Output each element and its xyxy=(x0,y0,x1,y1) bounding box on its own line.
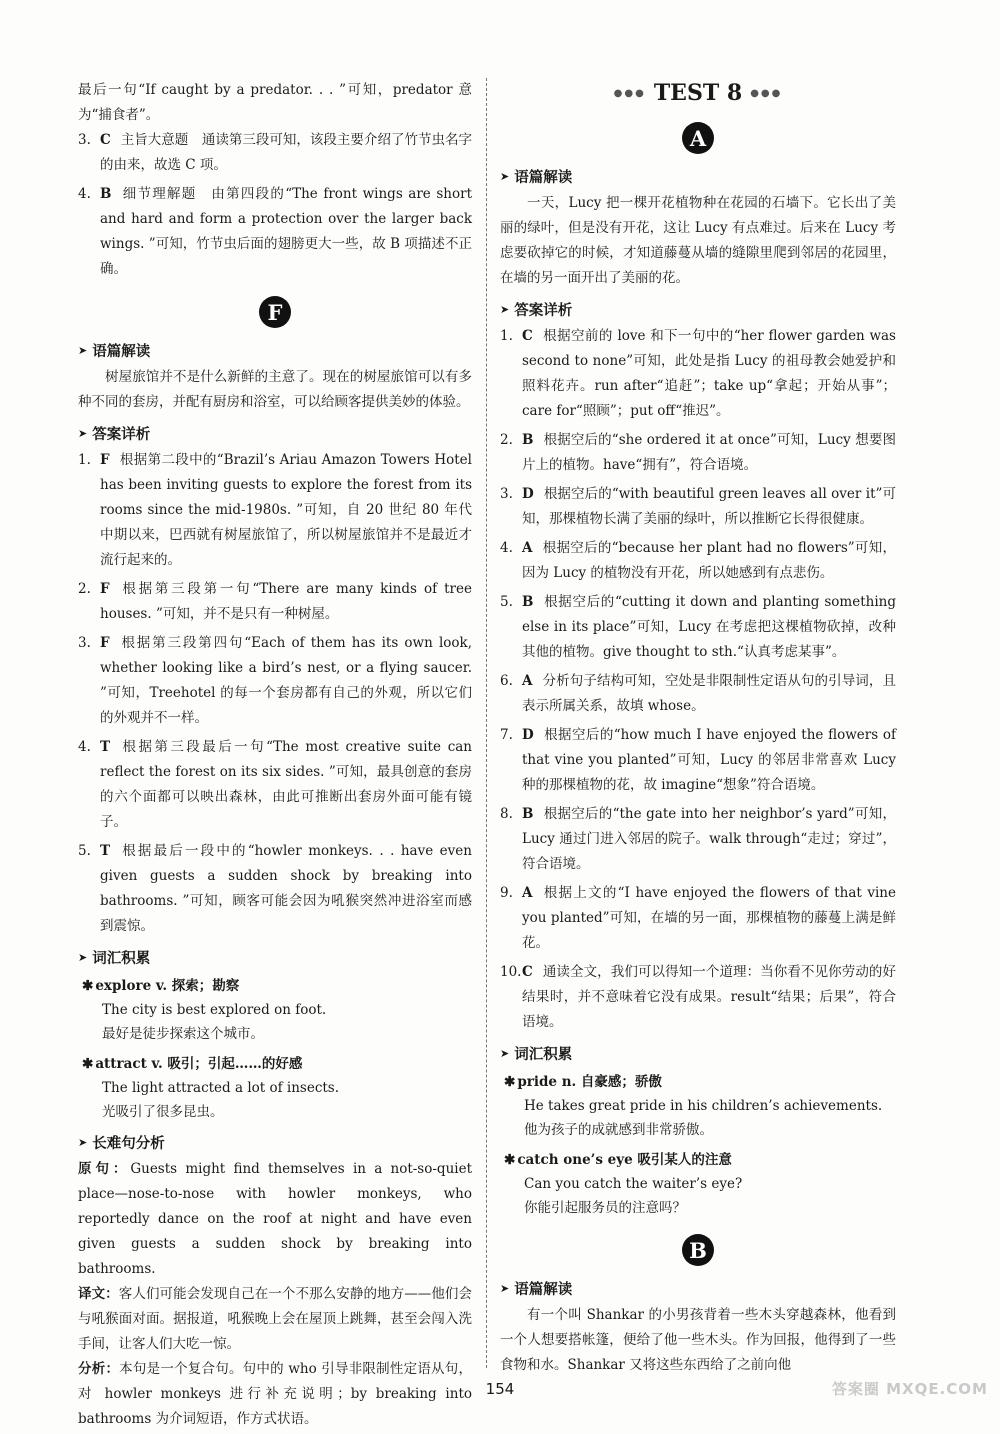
column-divider xyxy=(486,78,487,1368)
arrow-icon: ➤ xyxy=(78,1136,88,1149)
answer-letter: B xyxy=(522,432,534,448)
list-item: 4. T 根据第三段最后一句“The most creative suite can reflect the forest on its six sides. ”可知，最具创意的套房的六个面都可以映出森林，由此可推断出套房外面可能有镜子。 xyxy=(78,739,472,830)
arrow-icon: ➤ xyxy=(78,344,88,357)
list-item: 4. B 细节理解题 由第四段的“The front wings are short and hard and form a protection over the larger back wings. ”可知，竹节虫后面的翅膀更大一些，故 B 项描述不正确。 xyxy=(78,186,472,277)
list-item: 3. D 根据空后的“with beautiful green leaves all over it”可知，那棵植物长满了美丽的绿叶，所以推断它长得很健康。 xyxy=(500,486,896,527)
dots-decoration: ●●● xyxy=(613,88,646,99)
analysis-para: 译文：客人们可能会发现自己在一个不那么安静的地方——他们会与吼猴面对面。据报道，吼猴晚上会在屋顶上跳舞，甚至会闯入洗手间，让客人们大吃一惊。 xyxy=(78,1286,473,1352)
vocab-entry: ✱ explore v. 探索；勘察 The city is best explored on foot. 最好是徒步探索这个城市。 xyxy=(82,978,327,1042)
watermark: 答案圈 MXQE.COM xyxy=(831,1380,988,1398)
answer-letter: D xyxy=(522,727,534,743)
list-item: 5. B 根据空后的“cutting it down and planting something else in its place”可知，Lucy 在考虑把这棵植物砍掉，改种其他的植物。give thought to sth.“认真考虑某事”。 xyxy=(500,594,896,660)
section-heading: ➤ 答案详析 xyxy=(500,303,573,319)
intro-text: 最后一句“If caught by a predator. . . ”可知，predator 意为“捕食者”。 xyxy=(78,82,472,123)
section-badge-f: F xyxy=(259,296,291,328)
reading-summary: 有一个叫 Shankar 的小男孩背着一些木头穿越森林，他看到一个人想要搭帐篷，便给了他一些木头。作为回报，他得到了一些食物和水。Shankar 又将这些东西给了之前向他 xyxy=(500,1307,896,1373)
right-column xyxy=(500,78,896,1378)
section-heading: ➤ 语篇解读 xyxy=(78,344,151,360)
answer-letter: T xyxy=(100,843,111,859)
list-item: 1. C 根据空前的 love 和下一句中的“her flower garden was second to none”可知，此处是指 Lucy 的祖母教会她爱护和照料花卉。run after“追赶”；take up“拿起；开始从事”；care for“照顾”；put off“推迟”。 xyxy=(500,328,896,419)
star-icon: ✱ xyxy=(82,1056,94,1072)
test-title: ●●● TEST 8 ●●● xyxy=(613,80,783,106)
list-item: 2. B 根据空后的“she ordered it at once”可知，Lucy 想要图片上的植物。have“拥有”，符合语境。 xyxy=(500,432,896,473)
answer-letter: C xyxy=(522,964,533,980)
answer-letter: T xyxy=(100,739,111,755)
list-item: 8. B 根据空后的“the gate into her neighbor’s yard”可知，Lucy 通过门进入邻居的院子。walk through“走过；穿过”，符合语境。 xyxy=(500,806,896,872)
list-item: 10. C 通读全文，我们可以得知一个道理：当你看不见你劳动的好结果时，并不意味着它没有成果。result“结果；后果”，符合语境。 xyxy=(500,964,896,1030)
arrow-icon: ➤ xyxy=(500,1282,510,1295)
arrow-icon: ➤ xyxy=(500,303,510,316)
answer-letter: B xyxy=(100,186,112,202)
list-item: 9. A 根据上文的“I have enjoyed the flowers of that vine you planted”可知，在墙的另一面，那棵植物的藤蔓上满是鲜花。 xyxy=(500,885,896,951)
list-item: 3. C 主旨大意题 通读第三段可知，该段主要介绍了竹节虫名字的由来，故选 C 项。 xyxy=(78,132,472,173)
answer-letter: A xyxy=(522,885,533,901)
star-icon: ✱ xyxy=(82,978,94,994)
section-heading: ➤ 长难句分析 xyxy=(78,1136,165,1152)
list-item: 2. F 根据第三段第一句“There are many kinds of tree houses. ”可知，并不是只有一种树屋。 xyxy=(78,581,472,622)
answer-letter: C xyxy=(522,328,533,344)
arrow-icon: ➤ xyxy=(78,951,88,964)
answer-letter: D xyxy=(522,486,534,502)
vocab-entry: ✱ catch one’s eye 吸引某人的注意 Can you catch the waiter’s eye? 你能引起服务员的注意吗？ xyxy=(504,1152,743,1216)
answer-letter: A xyxy=(522,673,533,689)
section-heading: ➤ 答案详析 xyxy=(78,427,151,443)
vocab-entry: ✱ attract v. 吸引；引起……的好感 The light attracted a lot of insects. 光吸引了很多昆虫。 xyxy=(82,1056,340,1120)
arrow-icon: ➤ xyxy=(500,1047,510,1060)
list-item: 6. A 分析句子结构可知，空处是非限制性定语从句的引导词，且表示所属关系，故填 whose。 xyxy=(500,673,896,714)
section-badge-a: A xyxy=(682,122,714,154)
vocab-entry: ✱ pride n. 自豪感；骄傲 He takes great pride in his children’s achievements. 他为孩子的成就感到非常骄傲。 xyxy=(504,1074,883,1138)
answer-letter: C xyxy=(100,132,111,148)
list-item: 3. F 根据第三段第四句“Each of them has its own look, whether looking like a bird’s nest, or a flying saucer. ”可知，Treehotel 的每一个套房都有自己的外观，所以它们的外观并不一样。 xyxy=(78,635,472,726)
dots-decoration: ●●● xyxy=(750,88,783,99)
left-column xyxy=(78,78,472,1432)
list-item: 4. A 根据空后的“because her plant had no flowers”可知，因为 Lucy 的植物没有开花，所以她感到有点悲伤。 xyxy=(500,540,896,581)
section-badge-b: B xyxy=(682,1234,714,1266)
section-heading: ➤ 语篇解读 xyxy=(500,1282,573,1298)
answer-letter: A xyxy=(522,540,533,556)
section-heading: ➤ 语篇解读 xyxy=(500,170,573,186)
section-heading: ➤ 词汇积累 xyxy=(500,1047,573,1063)
section-heading: ➤ 词汇积累 xyxy=(78,951,151,967)
answer-letter: B xyxy=(522,806,534,822)
answer-letter: F xyxy=(100,452,110,468)
star-icon: ✱ xyxy=(504,1074,516,1090)
arrow-icon: ➤ xyxy=(500,170,510,183)
answer-letter: F xyxy=(100,635,110,651)
reading-summary: 树屋旅馆并不是什么新鲜的主意了。现在的树屋旅馆可以有多种不同的套房，并配有厨房和浴室，可以给顾客提供美妙的体验。 xyxy=(78,369,472,410)
page-number: 154 xyxy=(485,1380,515,1398)
list-item: 7. D 根据空后的“how much I have enjoyed the flowers of that vine you planted”可知，Lucy 的邻居非常喜欢 Lucy 种的那棵植物的花，故 imagine“想象”符合语境。 xyxy=(500,727,896,793)
arrow-icon: ➤ xyxy=(78,427,88,440)
analysis-para: 原句：Guests might find themselves in a not-so-quiet place—nose-to-nose with howler monkeys, who reportedly dance on the roof at night and have even given guests a sudden shock by breaking into bathrooms. xyxy=(78,1161,472,1277)
list-item: 5. T 根据最后一段中的“howler monkeys. . . have even given guests a sudden shock by breaking into bathrooms. ”可知，顾客可能会因为吼猴突然冲进浴室而感到震惊。 xyxy=(78,843,472,934)
answer-letter: F xyxy=(100,581,110,597)
list-item: 1. F 根据第二段中的“Brazil’s Ariau Amazon Towers Hotel has been inviting guests to explore the forest from its rooms since the mid-1980s. ”可知，自 20 世纪 80 年代中期以来，巴西就有树屋旅馆了，所以树屋旅馆并不是最近才流行起来的。 xyxy=(78,452,472,568)
analysis-para: 分析：本句是一个复合句。句中的 who 引导非限制性定语从句，对 howler monkeys 进行补充说明；by breaking into bathrooms 为介词短语，作方式状语。 xyxy=(78,1361,472,1427)
answer-letter: B xyxy=(522,594,534,610)
reading-summary: 一天，Lucy 把一棵开花植物种在花园的石墙下。它长出了美丽的绿叶，但是没有开花，这让 Lucy 有点难过。后来在 Lucy 考虑要砍掉它的时候，才知道藤蔓从墙的缝隙里爬到邻居的花园里，在墙的另一面开出了美丽的花。 xyxy=(500,195,896,286)
star-icon: ✱ xyxy=(504,1152,516,1168)
